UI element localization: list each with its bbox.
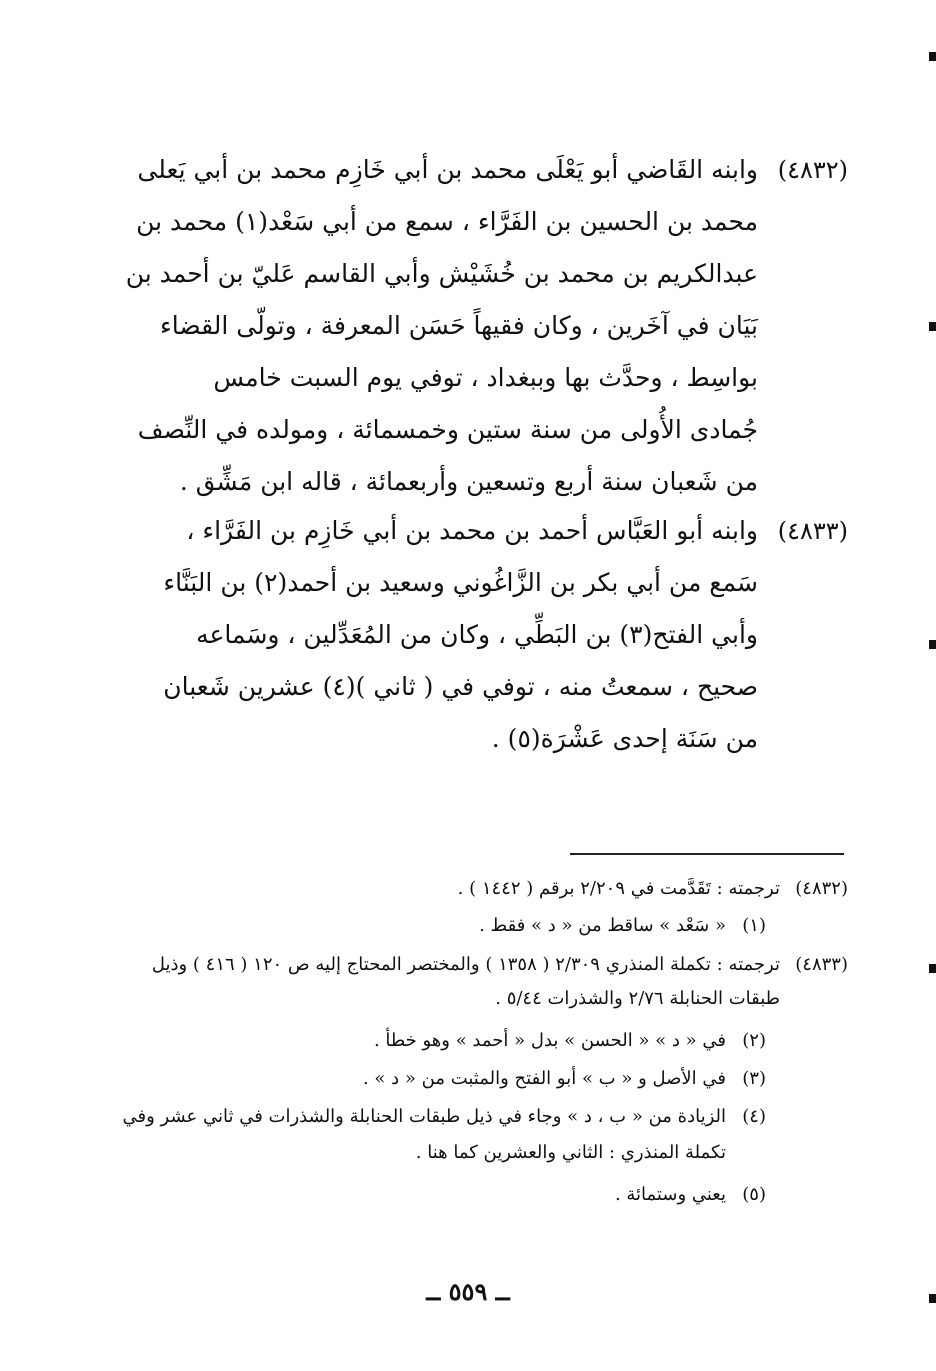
footnote-number: (٤) bbox=[742, 1106, 766, 1127]
entry-line: جُمادى الأُولى من سنة ستين وخمسمائة ، ومولده في النِّصف bbox=[137, 415, 758, 444]
footnote-text: ترجمته : تكملة المنذري ٢/٣٠٩ ( ١٣٥٨ ) والمختصر المحتاج إليه ص ١٢٠ ( ٤١٦ ) وذيل bbox=[151, 954, 780, 975]
margin-mark bbox=[929, 1294, 936, 1303]
margin-mark bbox=[929, 640, 936, 649]
page-number: ــ ٥٥٩ ــ bbox=[426, 1277, 510, 1306]
footnote-1 bbox=[166, 909, 766, 943]
footnote-text: ترجمته : تَقَدَّمت في ٢/٢٠٩ برقم ( ١٤٤٢ ) . bbox=[457, 878, 780, 899]
entry-number: (٤٨٣٣) bbox=[777, 517, 848, 545]
footnote-2 bbox=[166, 1024, 766, 1058]
entry-line: بَيَان في آخَرين ، وكان فقيهاً حَسَن المعرفة ، وتولّى القضاء bbox=[160, 311, 758, 340]
entry-line: وابنه القَاضي أبو يَعْلَى محمد بن أبي خَازِم محمد بن أبي يَعلى bbox=[137, 155, 758, 184]
margin-mark bbox=[929, 964, 936, 973]
footnote-text: في « د » « الحسن » بدل « أحمد » وهو خطأ . bbox=[373, 1030, 726, 1051]
footnote-4832 bbox=[88, 872, 848, 906]
footnote-5 bbox=[166, 1178, 766, 1212]
footnote-number: (٢) bbox=[742, 1030, 766, 1051]
footnote-number: (١) bbox=[742, 915, 766, 936]
footnote-4 bbox=[86, 1100, 766, 1134]
footnote-text: في الأصل و « ب » أبو الفتح والمثبت من « د » . bbox=[362, 1068, 726, 1089]
entry-line: بواسِط ، وحدَّث بها وببغداد ، توفي يوم السبت خامس bbox=[213, 363, 758, 392]
entry-line: صحيح ، سمعتُ منه ، توفي في ( ثاني )(٤) عشرين شَعبان bbox=[163, 672, 758, 701]
entry-line: وأبي الفتح(٣) بن البَطِّي ، وكان من المُعَدِّلين ، وسَماعه bbox=[196, 620, 758, 649]
footnote-number: (٤٨٣٢) bbox=[795, 878, 848, 899]
entry-number: (٤٨٣٢) bbox=[777, 156, 848, 184]
footnote-4833-cont bbox=[180, 982, 780, 1016]
entry-line: من شَعبان سنة أربع وتسعين وأربعمائة ، قاله ابن مَشِّق . bbox=[179, 467, 758, 496]
entry-line: محمد بن الحسين بن الفَرَّاء ، سمع من أبي سَعْد(١) محمد بن bbox=[136, 207, 758, 236]
footnote-text: « سَعْد » ساقط من « د » فقط . bbox=[479, 915, 726, 936]
entry-line: عبدالكريم بن محمد بن خُشَيْش وأبي القاسم عَليّ بن أحمد بن bbox=[125, 259, 758, 288]
footnote-3 bbox=[166, 1062, 766, 1096]
footnote-separator bbox=[570, 853, 844, 855]
entry-4833 bbox=[88, 505, 848, 765]
margin-mark bbox=[929, 52, 936, 61]
footnote-text: طبقات الحنابلة ٢/٧٦ والشذرات ٥/٤٤ . bbox=[495, 988, 780, 1009]
entry-line: وابنه أبو العَبَّاس أحمد بن محمد بن أبي خَازِم بن الفَرَّاء ، bbox=[186, 516, 758, 545]
footnote-4833 bbox=[88, 948, 848, 982]
footnote-text: يعني وستمائة . bbox=[614, 1184, 726, 1205]
footnote-text: تكملة المنذري : الثاني والعشرين كما هنا . bbox=[415, 1142, 726, 1163]
footnote-4-cont bbox=[126, 1136, 726, 1170]
footnote-number: (٤٨٣٣) bbox=[795, 954, 848, 975]
footnote-text: الزيادة من « ب ، د » وجاء في ذيل طبقات الحنابلة والشذرات في ثاني عشر وفي bbox=[122, 1106, 726, 1127]
footnote-number: (٣) bbox=[742, 1068, 766, 1089]
entry-line: سَمع من أبي بكر بن الزَّاغُوني وسعيد بن أحمد(٢) بن البَنَّاء bbox=[163, 568, 758, 597]
entry-line: من سَنَة إحدى عَشْرَة(٥) . bbox=[491, 724, 758, 753]
margin-mark bbox=[929, 322, 936, 331]
entry-4832 bbox=[88, 144, 848, 508]
footnote-number: (٥) bbox=[742, 1184, 766, 1205]
